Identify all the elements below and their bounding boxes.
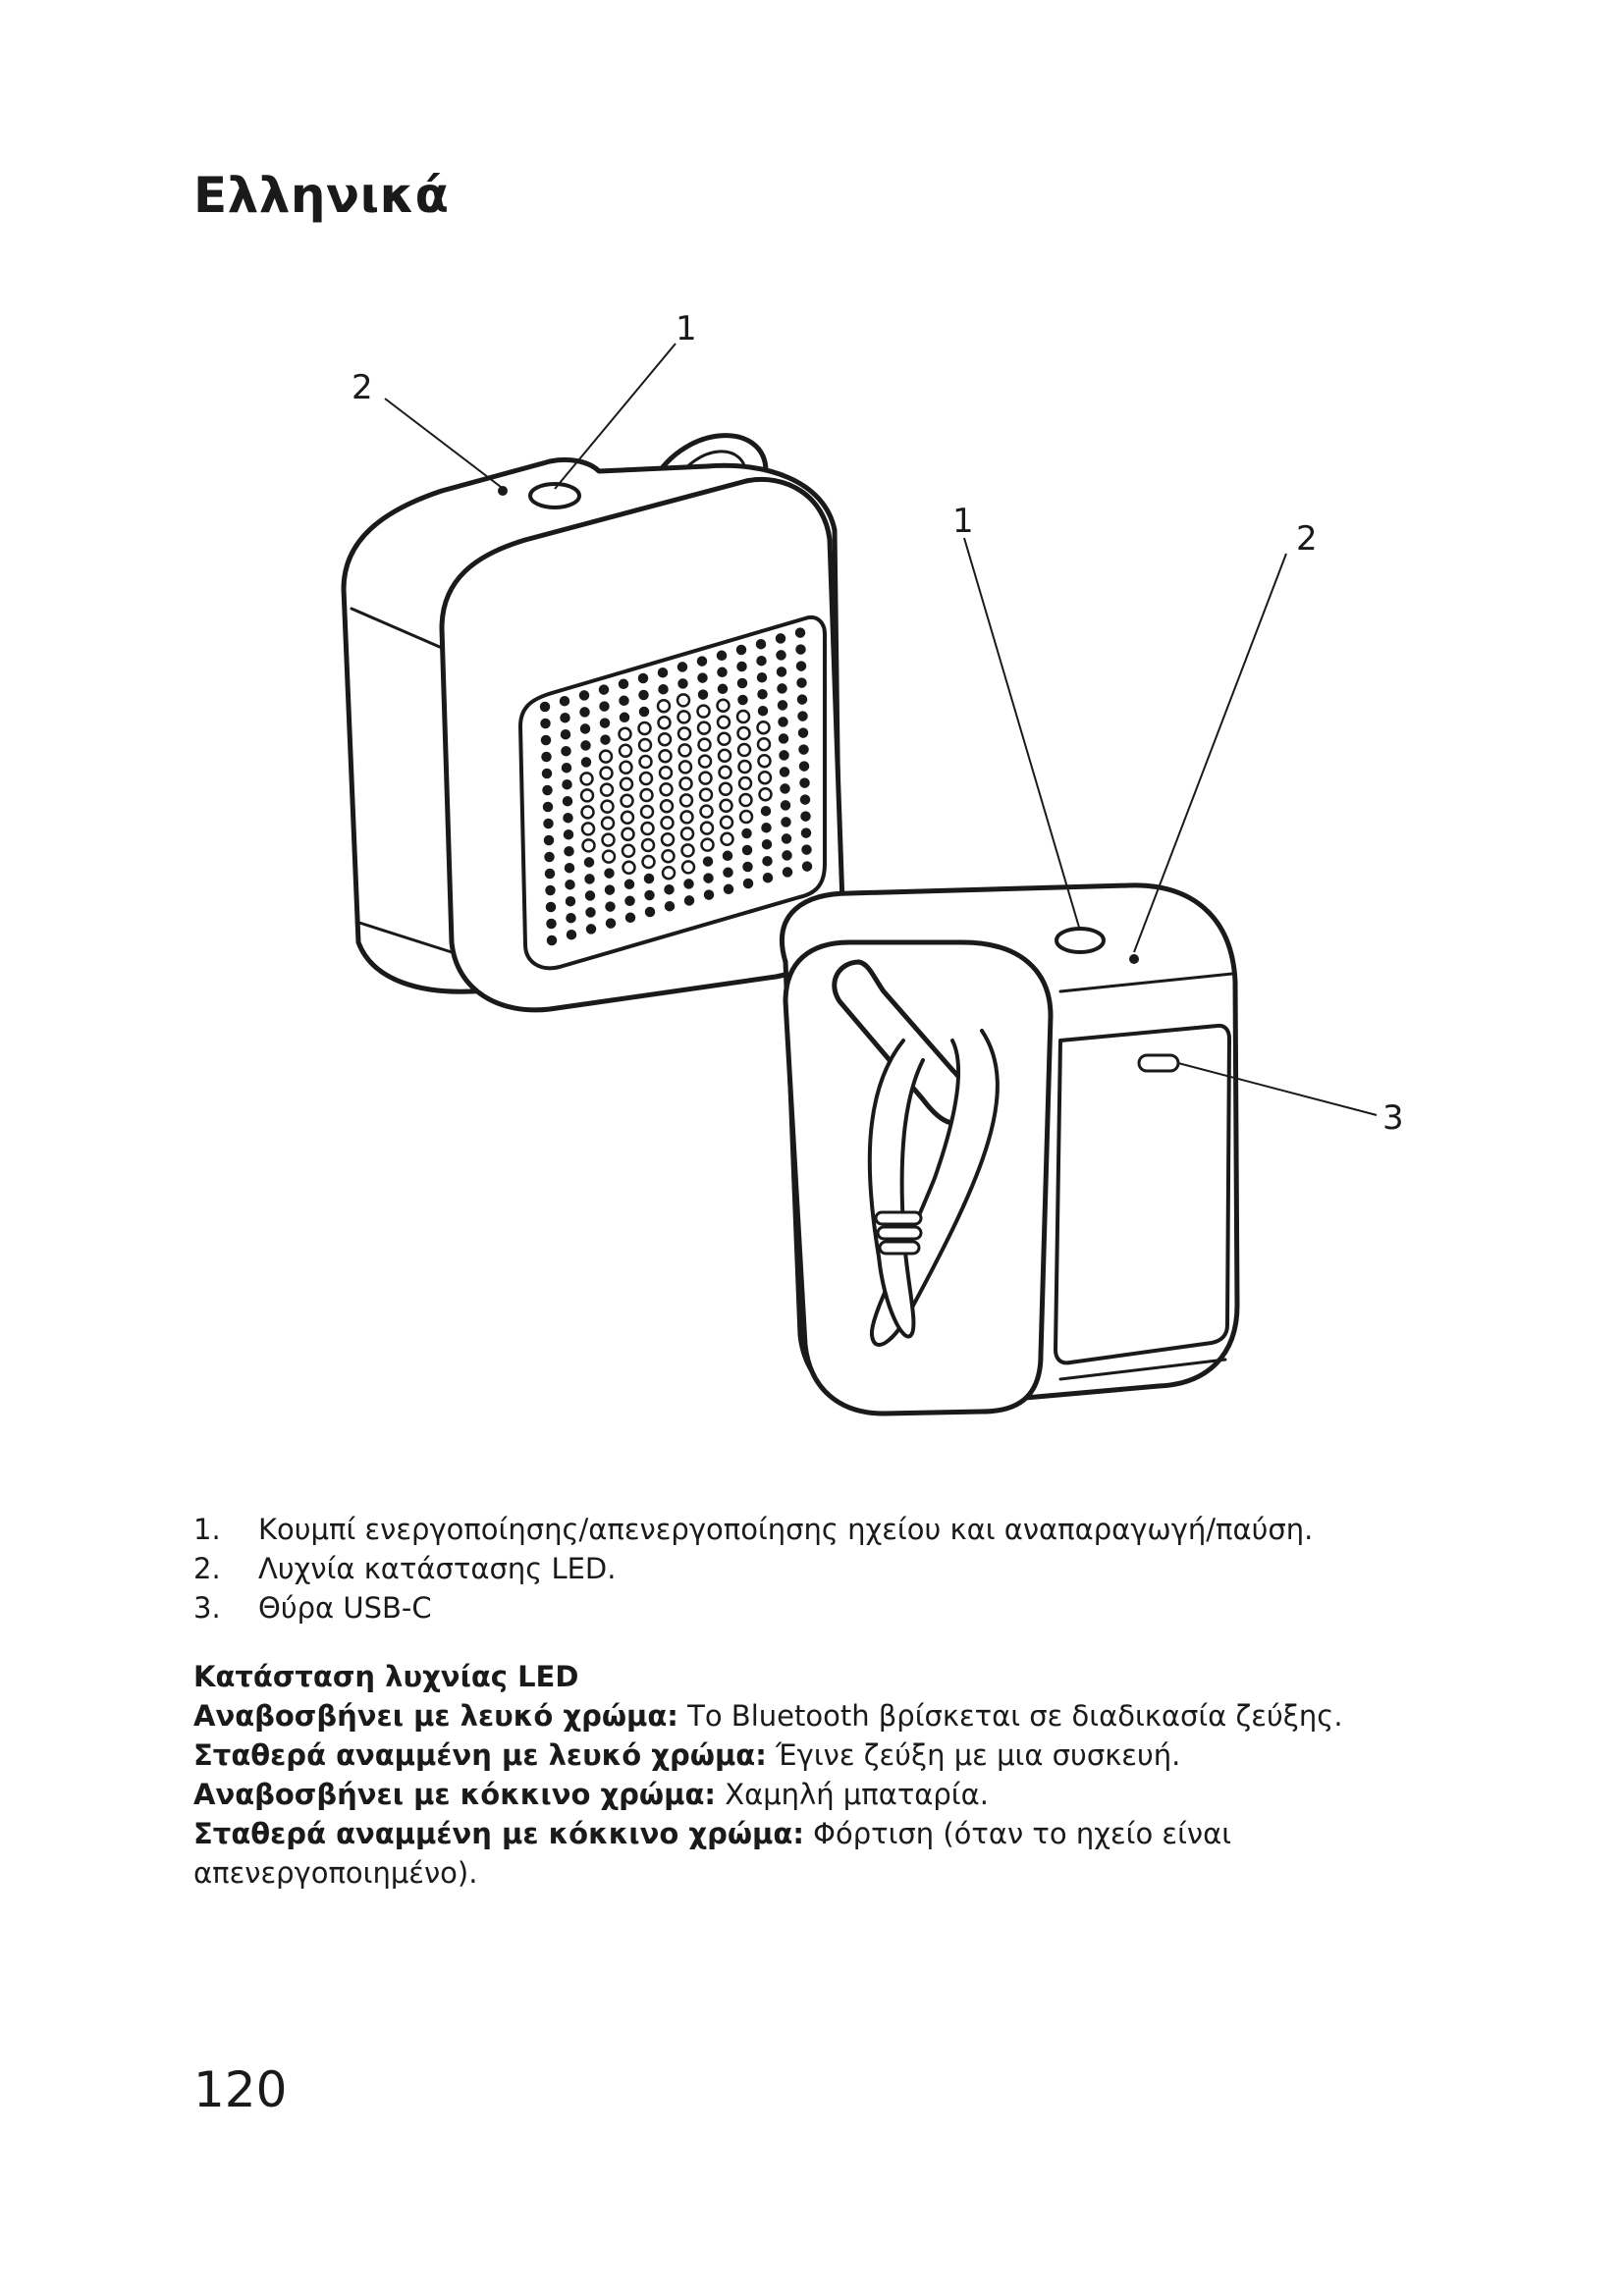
grille-hole (541, 703, 549, 711)
grille-hole (682, 844, 694, 856)
grille-hole (663, 867, 675, 879)
grille-hole (704, 858, 712, 866)
led-status-row (193, 1775, 1470, 1814)
grille-hole (659, 668, 667, 676)
grille-hole (737, 646, 745, 654)
grille-hole (621, 778, 632, 790)
grille-hole (738, 663, 746, 670)
grille-hole (701, 823, 713, 834)
grille-hole (548, 920, 556, 928)
grille-hole (681, 828, 693, 839)
grille-hole (798, 679, 806, 687)
grille-hole (621, 697, 628, 705)
grille-hole (721, 800, 732, 812)
parts-list-item (193, 1549, 1470, 1588)
grille-hole (740, 794, 752, 806)
grille-hole (620, 680, 627, 688)
grille-hole (739, 761, 751, 773)
grille-hole (759, 772, 771, 783)
grille-hole (743, 829, 751, 837)
grille-hole (700, 789, 712, 801)
grille-hole (645, 875, 653, 882)
led-status-description: Έγινε ζεύξη με μια συσκευή. (766, 1738, 1181, 1772)
grille-hole (777, 634, 785, 642)
callout-back-3: 3 (1382, 1098, 1404, 1138)
grille-hole (799, 713, 807, 721)
grille-hole (659, 733, 671, 745)
grille-hole (602, 736, 610, 744)
grille-hole (640, 756, 652, 768)
grille-hole (603, 851, 615, 863)
grille-hole (659, 717, 671, 728)
grille-hole (566, 864, 573, 872)
page-number: 120 (193, 2061, 288, 2118)
grille-hole (642, 823, 654, 834)
grille-hole (681, 811, 693, 823)
grille-hole (764, 857, 772, 865)
grille-hole (802, 813, 810, 821)
grille-hole (662, 817, 674, 828)
grille-hole (705, 875, 713, 882)
led-status-section (193, 1657, 1470, 1893)
grille-hole (622, 795, 633, 807)
grille-hole (568, 914, 575, 922)
grille-hole (542, 736, 550, 744)
grille-hole (784, 851, 791, 859)
back-panel (1056, 1026, 1229, 1362)
grille-hole (680, 794, 692, 806)
grille-hole (564, 797, 571, 805)
grille-hole (758, 657, 766, 665)
grille-hole (646, 891, 654, 899)
grille-hole (561, 697, 568, 705)
grille-hole (781, 751, 788, 759)
led-status-term: Σταθερά αναμμένη με λευκό χρώμα: (193, 1738, 767, 1772)
back-speaker (782, 502, 1403, 1414)
grille-hole (582, 741, 590, 749)
grille-hole (698, 658, 706, 666)
grille-hole (639, 674, 647, 682)
grille-hole (586, 891, 594, 899)
grille-hole (660, 685, 668, 693)
front-speaker (344, 314, 842, 1010)
grille-hole (564, 780, 571, 788)
grille-hole (719, 750, 731, 762)
grille-hole (784, 868, 791, 876)
grille-hole (607, 920, 615, 928)
grille-hole (562, 714, 569, 721)
grille-hole (582, 758, 590, 766)
grille-hole (660, 750, 672, 762)
grille-hole (679, 761, 691, 773)
grille-hole (740, 811, 752, 823)
grille-hole (621, 714, 628, 721)
grille-hole (602, 818, 614, 829)
led-status-row (193, 1814, 1470, 1893)
grille-hole (700, 773, 712, 784)
grille-hole (661, 783, 673, 795)
grille-hole (778, 651, 785, 659)
grille-hole (759, 690, 767, 698)
grille-hole (585, 858, 593, 866)
grille-hole (679, 679, 687, 687)
grille-hole (548, 936, 556, 944)
grille-hole (567, 897, 574, 905)
grille-hole (699, 756, 711, 768)
grille-hole (698, 706, 710, 718)
grille-hole (566, 847, 573, 855)
grille-hole (782, 801, 789, 809)
callout-front-2: 2 (352, 368, 373, 407)
callout-front-1: 1 (676, 314, 697, 348)
grille-hole (600, 686, 608, 694)
grille-hole (760, 788, 772, 800)
grille-hole (744, 880, 752, 887)
parts-list-item (193, 1588, 1470, 1628)
grille-hole (720, 767, 731, 778)
grille-hole (718, 700, 730, 712)
grille-hole (739, 696, 747, 704)
grille-hole (565, 814, 572, 822)
grille-hole (738, 744, 750, 756)
grille-hole (607, 903, 615, 911)
grille-hole (565, 830, 572, 838)
parts-list-text: Λυχνία κατάστασης LED. (258, 1552, 617, 1585)
grille-hole (603, 834, 615, 846)
led-status-description: Χαμηλή μπαταρία. (716, 1778, 989, 1811)
grille-hole (568, 931, 575, 938)
grille-hole (587, 925, 595, 933)
parts-list-item (193, 1510, 1470, 1549)
grille-hole (718, 717, 730, 728)
grille-hole (758, 738, 770, 750)
grille-hole (685, 896, 693, 904)
grille-hole (626, 897, 634, 905)
led-status-heading: Κατάσταση λυχνίας LED (193, 1660, 579, 1693)
grille-hole (587, 908, 595, 916)
grille-hole (643, 856, 655, 868)
grille-hole (620, 728, 631, 740)
grille-hole (640, 691, 648, 699)
grille-hole (779, 684, 786, 692)
grille-hole (799, 729, 807, 737)
grille-hole (600, 751, 612, 763)
grille-hole (796, 629, 804, 637)
grille-hole (719, 668, 727, 676)
parts-list (193, 1510, 1470, 1628)
led-status-row (193, 1696, 1470, 1735)
grille-hole (641, 789, 653, 801)
grille-hole (802, 829, 810, 837)
grille-hole (666, 902, 674, 910)
grille-hole (762, 807, 770, 815)
grille-hole (639, 722, 651, 734)
grille-hole (639, 739, 651, 751)
grille-hole (601, 703, 609, 711)
grille-hole (581, 708, 589, 716)
grille-hole (546, 853, 554, 861)
grille-hole (725, 885, 732, 893)
led-status-term: Αναβοσβήνει με κόκκινο χρώμα: (193, 1778, 716, 1811)
grille-hole (586, 875, 594, 882)
grille-hole (563, 747, 570, 755)
grille-hole (758, 721, 770, 733)
grille-hole (545, 836, 553, 844)
grille-hole (602, 801, 614, 813)
grille-hole (646, 908, 654, 916)
grille-hole (720, 783, 731, 795)
grille-hole (542, 720, 550, 727)
grille-hole (779, 701, 786, 709)
grille-hole (800, 763, 808, 771)
grille-hole (757, 640, 765, 648)
grille-hole (547, 886, 555, 894)
grille-hole (625, 881, 633, 888)
led-status-rows (193, 1696, 1470, 1893)
grille-hole (601, 784, 613, 796)
parts-list-text: Κουμπί ενεργοποίησης/απενεργοποίησης ηχείου και αναπαραγωγή/παύση. (258, 1513, 1314, 1546)
grille-hole (601, 768, 613, 779)
grille-hole (801, 796, 809, 804)
grille-hole (759, 755, 771, 767)
grille-hole (642, 839, 654, 851)
grille-hole (801, 779, 809, 787)
led-status-description: Φόρτιση (όταν το ηχείο είναι απενεργοποιημένο). (193, 1817, 1232, 1890)
grille-hole (582, 806, 594, 818)
grille-hole (719, 733, 731, 745)
grille-hole (682, 861, 694, 873)
led-status-row (193, 1735, 1470, 1775)
grille-hole (724, 852, 731, 860)
grille-hole (677, 694, 689, 706)
back-led (1129, 954, 1139, 964)
parts-list-number: 2. (193, 1552, 221, 1585)
grille-hole (583, 839, 595, 851)
grille-hole (702, 839, 714, 851)
grille-hole (621, 762, 632, 774)
page-title: Ελληνικά (193, 167, 450, 224)
grille-hole (798, 696, 806, 704)
grille-hole (797, 646, 805, 654)
grille-hole (739, 777, 751, 789)
grille-hole (581, 773, 593, 784)
grille-hole (580, 691, 588, 699)
grille-hole (563, 764, 570, 772)
grille-hole (803, 846, 811, 854)
grille-hole (543, 770, 551, 777)
grille-hole (623, 845, 634, 857)
grille-hole (744, 863, 752, 871)
grille-hole (743, 846, 751, 854)
grille-hole (699, 691, 707, 699)
speaker-drawing (275, 314, 1424, 1502)
led-status-term: Σταθερά αναμμένη με κόκκινο χρώμα: (193, 1817, 804, 1850)
grille-hole (544, 786, 552, 794)
back-side-face (785, 942, 1051, 1414)
grille-hole (705, 891, 713, 899)
front-led (498, 486, 508, 496)
grille-hole (623, 828, 634, 840)
grille-hole (797, 663, 805, 670)
grille-hole (738, 679, 746, 687)
speaker-illustration (275, 314, 1424, 1502)
grille-hole (544, 803, 552, 811)
grille-hole (800, 746, 808, 754)
grille-hole (721, 817, 732, 828)
grille-hole (661, 800, 673, 812)
grille-hole (763, 840, 771, 848)
grille-hole (678, 711, 690, 722)
grille-hole (546, 870, 554, 878)
grille-hole (718, 652, 726, 660)
grille-hole (783, 818, 790, 826)
led-status-term: Αναβοσβήνει με λευκό χρώμα: (193, 1699, 678, 1733)
grille-hole (626, 914, 634, 922)
grille-hole (763, 824, 771, 831)
parts-list-text: Θύρα USB-C (258, 1591, 432, 1625)
grille-hole (663, 850, 675, 862)
grille-hole (678, 727, 690, 739)
grille-hole (764, 874, 772, 881)
grille-hole (803, 863, 811, 871)
grille-hole (722, 833, 733, 845)
grille-hole (658, 700, 670, 712)
grille-hole (781, 768, 788, 775)
grille-hole (640, 708, 648, 716)
grille-hole (543, 753, 551, 761)
grille-hole (780, 718, 787, 725)
parts-list-number: 3. (193, 1591, 221, 1625)
grille-hole (699, 674, 707, 682)
led-status-description: Το Bluetooth βρίσκεται σε διαδικασία ζεύξης. (677, 1699, 1343, 1733)
grille-hole (582, 823, 594, 834)
grille-hole (606, 886, 614, 894)
usb-c-port (1139, 1055, 1178, 1071)
grille-hole (782, 784, 789, 792)
grille-hole (759, 707, 767, 715)
grille-hole (606, 870, 614, 878)
grille-hole (780, 734, 787, 742)
grille-hole (581, 724, 589, 732)
grille-hole (783, 834, 790, 842)
grille-hole (640, 773, 652, 784)
callout-back-2: 2 (1296, 519, 1318, 559)
grille-hole (699, 739, 711, 751)
grille-hole (698, 722, 710, 734)
grille-hole (737, 711, 749, 722)
grille-hole (547, 903, 555, 911)
grille-hole (622, 812, 633, 824)
parts-list-number: 1. (193, 1513, 221, 1546)
grille-hole (679, 744, 691, 756)
grille-hole (666, 885, 674, 893)
grille-hole (567, 881, 574, 888)
grille-hole (662, 833, 674, 845)
grille-hole (678, 663, 686, 670)
grille-hole (545, 820, 553, 828)
grille-hole (641, 806, 653, 818)
callout-back-1: 1 (952, 502, 974, 541)
grille-hole (719, 685, 727, 693)
grille-hole (685, 880, 693, 887)
grille-hole (738, 727, 750, 739)
grille-hole (680, 777, 692, 789)
grille-hole (601, 720, 609, 727)
grille-hole (620, 745, 631, 757)
grille-hole (725, 869, 732, 877)
grille-hole (562, 730, 569, 738)
grille-hole (778, 667, 785, 675)
grille-hole (660, 767, 672, 778)
grille-hole (623, 862, 635, 874)
grille-hole (581, 789, 593, 801)
grille-hole (758, 673, 766, 681)
grille-hole (701, 806, 713, 818)
back-power-button (1056, 929, 1104, 952)
